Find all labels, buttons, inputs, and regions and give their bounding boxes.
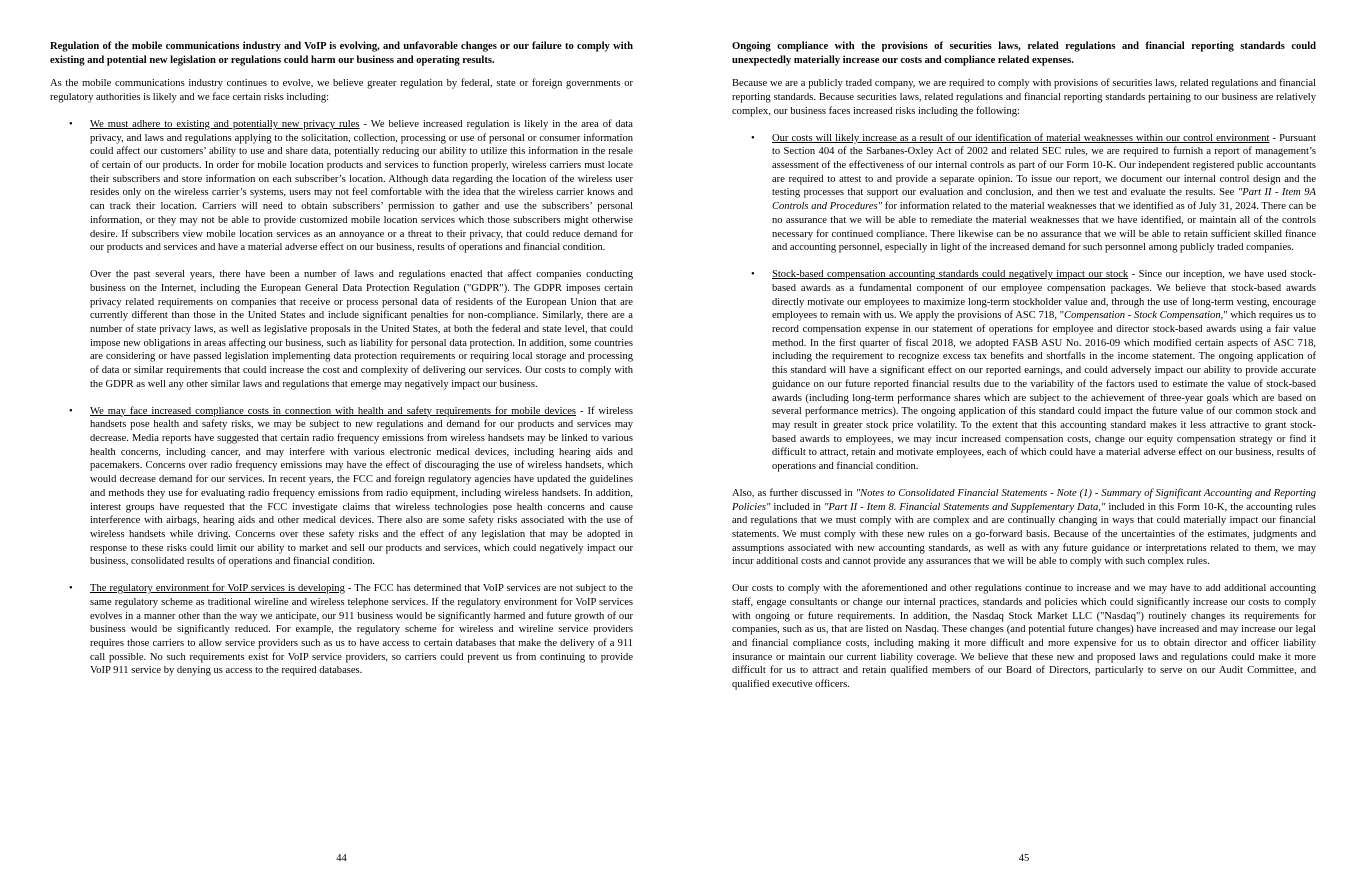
bullet-body: - The FCC has determined that VoIP services are not subject to the same regulatory scheme as traditional wireline and wireless telephone services. If the regulatory environment for VoIP services evolves in a manner other than the way we anticipate, our 911 business would be significantly harmed and future growth of our business would be significantly reduced. For example, the regulatory scheme for wireless and wireline service providers requires those carriers to allow service providers such as us to have access to certain databases that make the delivery of a 911 call possible. No such requirements exist for VoIP service providers, so carriers could prevent us from continuing to provide VoIP 911 service by denying us access to the required databases. (90, 583, 633, 677)
list-item (50, 405, 633, 570)
page-number: 44 (336, 853, 347, 864)
paragraph-text: Also, as further discussed in (732, 487, 856, 499)
page-content (50, 40, 633, 691)
page-44 (50, 0, 633, 889)
page-number: 45 (1018, 853, 1030, 864)
list-item (50, 118, 633, 392)
page-content (732, 40, 1316, 705)
list-item (732, 268, 1316, 474)
risk-list (732, 132, 1316, 474)
bullet-text (90, 118, 633, 255)
bullet-text (772, 268, 1316, 474)
bullet-text (772, 132, 1316, 255)
italic-reference: "Notes to Consolidated Financial Statements - Note (1) - Summary of Significant Accounting and Reporting Policies" (732, 487, 1316, 513)
bullet-title: We must adhere to existing and potentially new privacy rules (90, 118, 360, 130)
paragraph-text: included in this Form 10-K, the accounting rules and regulations that we must comply with are complex and are continually changing in ways that could materially impact our financial statements. We must comply with these new rules on a go-forward basis. Because of the uncertainties of the estimates, judgments and assumptions associated with new accounting standards, as well as with any future guidance or interpretations related to them, we may incur additional costs and cannot provide any assurances that we will be able to comply with such complex rules. (732, 501, 1316, 568)
bullet-glyph: • (69, 405, 73, 417)
bullet-glyph: • (751, 132, 755, 144)
page-45 (732, 0, 1316, 889)
bullet-body: - Since our inception, we have used stock-based awards as a fundamental component of our employee compensation packages. We believe that stock-based awards directly motivate our employees to maximize long-term stockholder value and, through the use of long-term vesting, encourage employees to remain with us. We apply the provisions of ASC 718, " (772, 269, 1316, 322)
bullet-title: Our costs will likely increase as a result of our identification of material weaknesses within our control environment (772, 132, 1270, 144)
bullet-body-continued: " which requires us to record compensation expense in our statement of operations for employee and director stock-based awards using a fair value method. In the first quarter of fiscal 2018, we adopted FASB ASU No. 2016-09 which modified certain aspects of ASC 718, including the requirement to recognize excess tax benefits and shortfalls in the income statement. The ongoing application of this standard will have a significant effect on our reported earnings, and could adversely impact our ability to provide accurate guidance on our future reported financial results due to the variability of the factors used to estimate the value of stock-based awards (including long-term performance shares which are subject to the achievement of three-year goals which are based on several performance metrics). The ongoing application of this standard could impact the future value of our common stock and may result in greater stock price volatility. To the extent that this accounting standard makes it less attractive to grant stock-based awards to employees, we may incur increased compensation costs, change our equity compensation strategy or find it difficult to attract, retain and motivate employees, each of which could have a material adverse effect on our business, results of operations and financial condition. (772, 310, 1316, 473)
bullet-title: We may face increased compliance costs in connection with health and safety requirements for mobile devices (90, 405, 577, 417)
bullet-body: - If wireless handsets pose health and safety risks, we may be subject to new regulations and demand for our products and services may decrease. Media reports have suggested that certain radio frequency emissions from wireless handsets may be linked to various health concerns, including cancer, and may interfere with various electronic medical devices, including hearing aids and pacemakers. Concerns over radio frequency emissions may have the effect of discouraging the use of wireless handsets, which would decrease demand for our services. In recent years, the FCC and foreign regulatory agencies have updated the guidelines and methods they use for evaluating radio frequency emissions from radio equipment, including wireless handsets. In addition, interest groups have requested that the FCC investigate claims that wireless technologies pose health concerns and cause interference with airbags, hearing aids and other medical devices. There also are some safety risks associated with the use of wireless handsets while driving. Concerns over these safety risks and the effect of any legislation that may be adopted in response to these risks could limit our ability to market and sell our products and services, which could negatively impact our business, consolidated results of operations and financial condition. (90, 405, 633, 568)
bullet-glyph: • (69, 583, 73, 595)
bullet-glyph: • (751, 269, 755, 281)
risk-list (50, 118, 633, 678)
bullet-text (90, 405, 633, 570)
bullet-sub-paragraph: Over the past several years, there have been a number of laws and regulations enacted that affect companies conducting business on the Internet, including the European General Data Protection Regulation ("GDPR"). The GDPR imposes certain privacy related requirements on companies that receive or process personal data of residents of the European Union that are currently different than those in the United States and include significant penalties for non-compliance. Similarly, there are a number of state privacy laws, as well as legislative proposals in the United States, at both the federal and state level, that could impose new obligations in areas affecting our business, such as liability for personal data protection. In addition, some countries are considering or have passed legislation implementing data protection requirements or requiring local storage and processing of data or similar requirements that could increase the cost and complexity of delivering our services. Our costs to comply with the GDPR as well any other similar laws and regulations that emerge may negatively impact our business. (90, 269, 633, 390)
bullet-title: The regulatory environment for VoIP services is developing (90, 583, 345, 595)
list-item (50, 582, 633, 678)
risk-heading: Regulation of the mobile communications industry and VoIP is evolving, and unfavorable changes or our failure to comply with existing and potential new legislation or regulations could harm our business and operating results. (50, 41, 633, 66)
compliance-costs-paragraph: Our costs to comply with the aforementioned and other regulations continue to increase and we may have to add additional accounting staff, engage consultants or change our internal practices, standards and policies which could significantly increase our costs to comply with ongoing or future requirements. In addition, the Nasdaq Stock Market LLC ("Nasdaq") routinely changes its requirements for companies, such as us, that are listed on Nasdaq. These changes (and potential future changes) have increased and may increase our legal and financial compliance costs, including making it more difficult and more expensive for us to obtain director and officer liability insurance or maintain our current liability coverage. We believe that these new and proposed laws and regulations could make it more difficult for us to attract and retain qualified members of our Board of Directors, particularly to serve on our Audit Committee, and qualified executive officers. (732, 583, 1316, 691)
bullet-glyph: • (69, 118, 73, 130)
intro-paragraph: As the mobile communications industry continues to evolve, we believe greater regulation by federal, state or foreign governments or regulatory authorities is likely and we face certain risks including: (50, 78, 633, 104)
bullet-italic-reference: Compensation - Stock Compensation, (1064, 310, 1224, 322)
paragraph-text: included in (770, 501, 824, 513)
bullet-body-continued: for information related to the material weaknesses that we identified as of July 31, 2024. There can be no assurance that we will be able to remediate the material weaknesses that we have identified, or maintain all of the controls necessary for continued compliance. There likewise can be no assurance that we will be able to retain sufficient skilled finance and accounting personnel, especially in light of the increased demand for such personnel among publicly traded companies. (772, 201, 1316, 254)
accounting-rules-paragraph (732, 487, 1316, 569)
bullet-italic-reference: "Part II - Item 9A Controls and Procedures" (772, 187, 1316, 213)
risk-heading: Ongoing compliance with the provisions of securities laws, related regulations and financial reporting standards could unexpectedly materially increase our costs and compliance related expenses. (732, 41, 1316, 66)
bullet-body: - Pursuant to Section 404 of the Sarbanes-Oxley Act of 2002 and related SEC rules, we are required to furnish a report of management’s assessment of the effectiveness of our internal controls as part of our Form 10-K. Our independent registered public accountants are required to attest to and provide a separate opinion. To issue our report, we document our internal control design and the testing processes that support our evaluation and conclusion, and then we test and evaluate the results. See (772, 132, 1316, 199)
bullet-text (90, 582, 633, 678)
italic-reference: "Part II - Item 8. Financial Statements and Supplementary Data," (823, 501, 1106, 513)
bullet-body: - We believe increased regulation is likely in the area of data privacy, and laws and regulations applying to the solicitation, collection, processing or use of personal or consumer information could affect our customers’ ability to use and share data, potentially reducing our ability to utilize this information in the resale of certain of our products. In order for mobile location products and services to function properly, wireless carriers must locate their subscribers and store information on each subscriber’s location. Although data regarding the location of the wireless user resides only on the wireless carrier’s systems, users may not feel comfortable with the idea that the wireless carrier knows and can track their location. Carriers will need to obtain subscribers’ permission to gather and use the subscribers’ personal information, or they may not be able to provide customized mobile location services which those subscribers might otherwise desire. If subscribers view mobile location services as an annoyance or a threat to their privacy, that could reduce demand for our products and services and have a material adverse effect on our business, results of operations and financial condition. (90, 118, 633, 254)
bullet-title: Stock-based compensation accounting standards could negatively impact our stock (772, 269, 1129, 281)
list-item (732, 132, 1316, 255)
intro-paragraph: Because we are a publicly traded company, we are required to comply with provisions of securities laws, related regulations and financial reporting standards. Because securities laws, related regulations and financial reporting standards pertaining to our business are relatively complex, our business faces increased risks including the following: (732, 78, 1316, 117)
